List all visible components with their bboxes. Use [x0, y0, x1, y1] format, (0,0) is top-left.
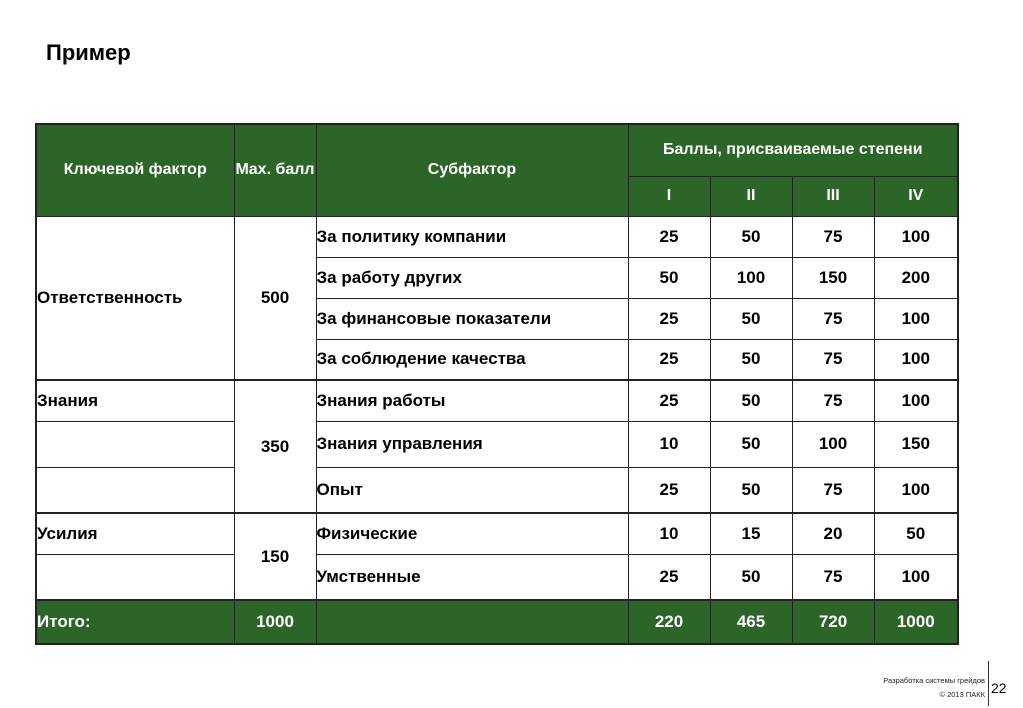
value-cell: 10 [628, 421, 710, 467]
header-degree-1: I [628, 176, 710, 216]
total-row [36, 600, 958, 644]
subfactor-cell: Умственные [316, 554, 628, 600]
value-cell: 200 [874, 257, 958, 298]
value-cell: 25 [628, 467, 710, 513]
factor-cell-empty [36, 421, 234, 467]
header-degree-2: II [710, 176, 792, 216]
header-key-factor: Ключевой фактор [36, 124, 234, 216]
value-cell: 20 [792, 513, 874, 554]
header-degree-4: IV [874, 176, 958, 216]
value-cell: 50 [710, 216, 792, 257]
footer-title: Разработка системы грейдов [883, 676, 985, 685]
value-cell: 25 [628, 339, 710, 380]
value-cell: 100 [874, 467, 958, 513]
factor-cell-empty [36, 467, 234, 513]
header-degree-3: III [792, 176, 874, 216]
value-cell: 75 [792, 298, 874, 339]
value-cell: 100 [874, 554, 958, 600]
header-max-score: Max. балл [234, 124, 316, 216]
value-cell: 150 [792, 257, 874, 298]
value-cell: 50 [710, 339, 792, 380]
value-cell: 50 [710, 298, 792, 339]
value-cell: 100 [874, 216, 958, 257]
value-cell: 50 [710, 554, 792, 600]
subfactor-cell: Опыт [316, 467, 628, 513]
value-cell: 50 [710, 380, 792, 421]
factor-cell: Усилия [36, 513, 234, 554]
value-cell: 25 [628, 380, 710, 421]
value-cell: 100 [874, 380, 958, 421]
table-row [36, 380, 958, 421]
table-row [36, 554, 958, 600]
value-cell: 100 [792, 421, 874, 467]
value-cell: 75 [792, 339, 874, 380]
max-score-cell: 500 [234, 216, 316, 380]
total-value: 465 [710, 600, 792, 644]
subfactor-cell: За работу других [316, 257, 628, 298]
header-points: Баллы, присваиваемые степени [628, 124, 958, 176]
value-cell: 10 [628, 513, 710, 554]
value-cell: 100 [874, 339, 958, 380]
table-row [36, 513, 958, 554]
value-cell: 50 [710, 421, 792, 467]
grading-table [35, 123, 959, 645]
page-number: 22 [991, 680, 1007, 696]
value-cell: 75 [792, 380, 874, 421]
total-max: 1000 [234, 600, 316, 644]
max-score-cell: 350 [234, 380, 316, 513]
subfactor-cell: За финансовые показатели [316, 298, 628, 339]
value-cell: 75 [792, 554, 874, 600]
header-subfactor: Субфактор [316, 124, 628, 216]
value-cell: 15 [710, 513, 792, 554]
table-row [36, 467, 958, 513]
max-score-cell: 150 [234, 513, 316, 600]
value-cell: 25 [628, 298, 710, 339]
value-cell: 100 [874, 298, 958, 339]
footer-copyright: © 2013 ПАКК [939, 690, 985, 699]
subfactor-cell: Физические [316, 513, 628, 554]
page-title: Пример [46, 40, 131, 65]
value-cell: 50 [628, 257, 710, 298]
total-label: Итого: [36, 600, 234, 644]
value-cell: 25 [628, 554, 710, 600]
value-cell: 150 [874, 421, 958, 467]
table-row [36, 216, 958, 257]
value-cell: 75 [792, 467, 874, 513]
factor-cell: Знания [36, 380, 234, 421]
value-cell: 25 [628, 216, 710, 257]
total-value: 720 [792, 600, 874, 644]
subfactor-cell: За соблюдение качества [316, 339, 628, 380]
table-row [36, 421, 958, 467]
subfactor-cell: Знания управления [316, 421, 628, 467]
subfactor-cell: За политику компании [316, 216, 628, 257]
footer-divider [988, 661, 989, 706]
total-value: 1000 [874, 600, 958, 644]
subfactor-cell: Знания работы [316, 380, 628, 421]
value-cell: 100 [710, 257, 792, 298]
total-value: 220 [628, 600, 710, 644]
factor-cell-empty [36, 554, 234, 600]
value-cell: 50 [874, 513, 958, 554]
value-cell: 75 [792, 216, 874, 257]
factor-cell: Ответственность [36, 216, 234, 380]
total-subfactor-empty [316, 600, 628, 644]
value-cell: 50 [710, 467, 792, 513]
